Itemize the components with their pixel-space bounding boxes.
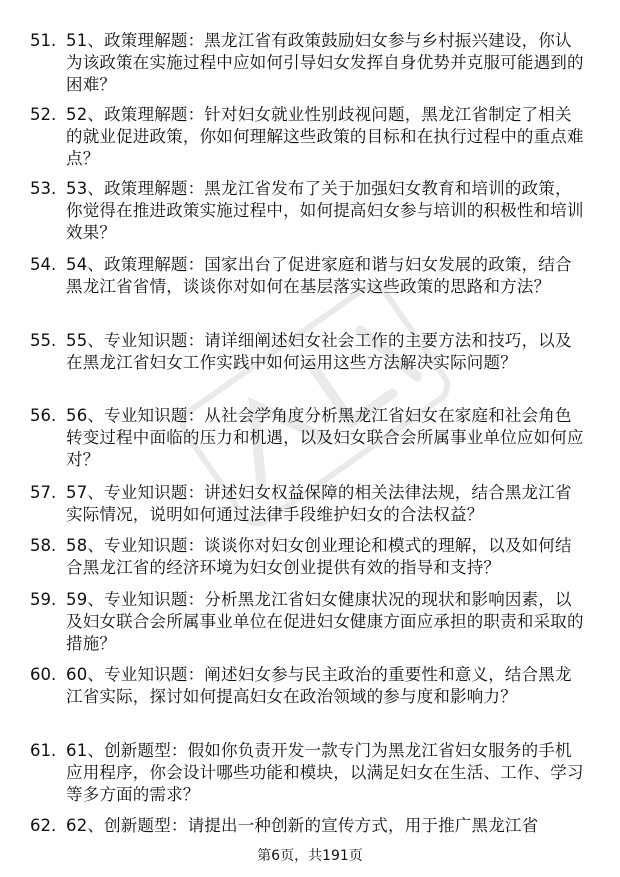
question-text: 59、专业知识题：分析黑龙江省妇女健康状况的现状和影响因素，以及妇女联合会所属事业单位在促进妇女健康方面应承担的职责和采取的措施？ <box>66 590 584 653</box>
question-text: 57、专业知识题：讲述妇女权益保障的相关法律法规，结合黑龙江省实际情况，说明如何通过法律手段维护妇女的合法权益？ <box>66 483 572 524</box>
question-number: 62. <box>30 816 57 835</box>
question-text: 54、政策理解题：国家出台了促进家庭和谐与妇女发展的政策，结合黑龙江省省情，谈谈你对如何在基层落实这些政策的思路和方法？ <box>66 255 572 296</box>
question-number: 51. <box>30 31 57 50</box>
question-number: 60. <box>30 665 57 684</box>
question-text: 62、创新题型：请提出一种创新的宣传方式，用于推广黑龙江省 <box>66 816 539 835</box>
page-footer: 第6页，共191页 <box>257 848 363 864</box>
question-number: 55. <box>30 331 57 350</box>
question-number: 57. <box>30 483 57 502</box>
question-text: 61、创新题型：假如你负责开发一款专门为黑龙江省妇女服务的手机应用程序，你会设计哪些功能和模块，以满足妇女在生活、工作、学习等多方面的需求？ <box>66 741 584 804</box>
question-text: 53、政策理解题：黑龙江省发布了关于加强妇女教育和培训的政策，你觉得在推进政策实施过程中，如何提高妇女参与培训的积极性和培训效果？ <box>66 179 584 242</box>
question-number: 61. <box>30 741 57 760</box>
question-text: 51、政策理解题：黑龙江省有政策鼓励妇女参与乡村振兴建设，你认为该政策在实施过程中应如何引导妇女发挥自身优势并克服可能遇到的困难？ <box>66 31 584 94</box>
question-number: 58. <box>30 536 57 555</box>
question-number: 53. <box>30 179 57 198</box>
question-text: 60、专业知识题：阐述妇女参与民主政治的重要性和意义，结合黑龙江省实际，探讨如何提高妇女在政治领域的参与度和影响力？ <box>66 665 572 706</box>
question-number: 54. <box>30 255 57 274</box>
question-number: 56. <box>30 406 57 425</box>
question-text: 56、专业知识题：从社会学角度分析黑龙江省妇女在家庭和社会角色转变过程中面临的压力和机遇，以及妇女联合会所属事业单位应如何应对？ <box>66 406 584 469</box>
question-number: 52. <box>30 105 57 124</box>
question-text: 55、专业知识题：请详细阐述妇女社会工作的主要方法和技巧，以及在黑龙江省妇女工作实践中如何运用这些方法解决实际问题？ <box>66 331 572 372</box>
question-number: 59. <box>30 590 57 609</box>
question-text: 52、政策理解题：针对妇女就业性别歧视问题，黑龙江省制定了相关的就业促进政策，你如何理解这些政策的目标和在执行过程中的重点难点？ <box>66 105 584 168</box>
question-text: 58、专业知识题：谈谈你对妇女创业理论和模式的理解，以及如何结合黑龙江省的经济环境为妇女创业提供有效的指导和支持？ <box>66 536 572 577</box>
